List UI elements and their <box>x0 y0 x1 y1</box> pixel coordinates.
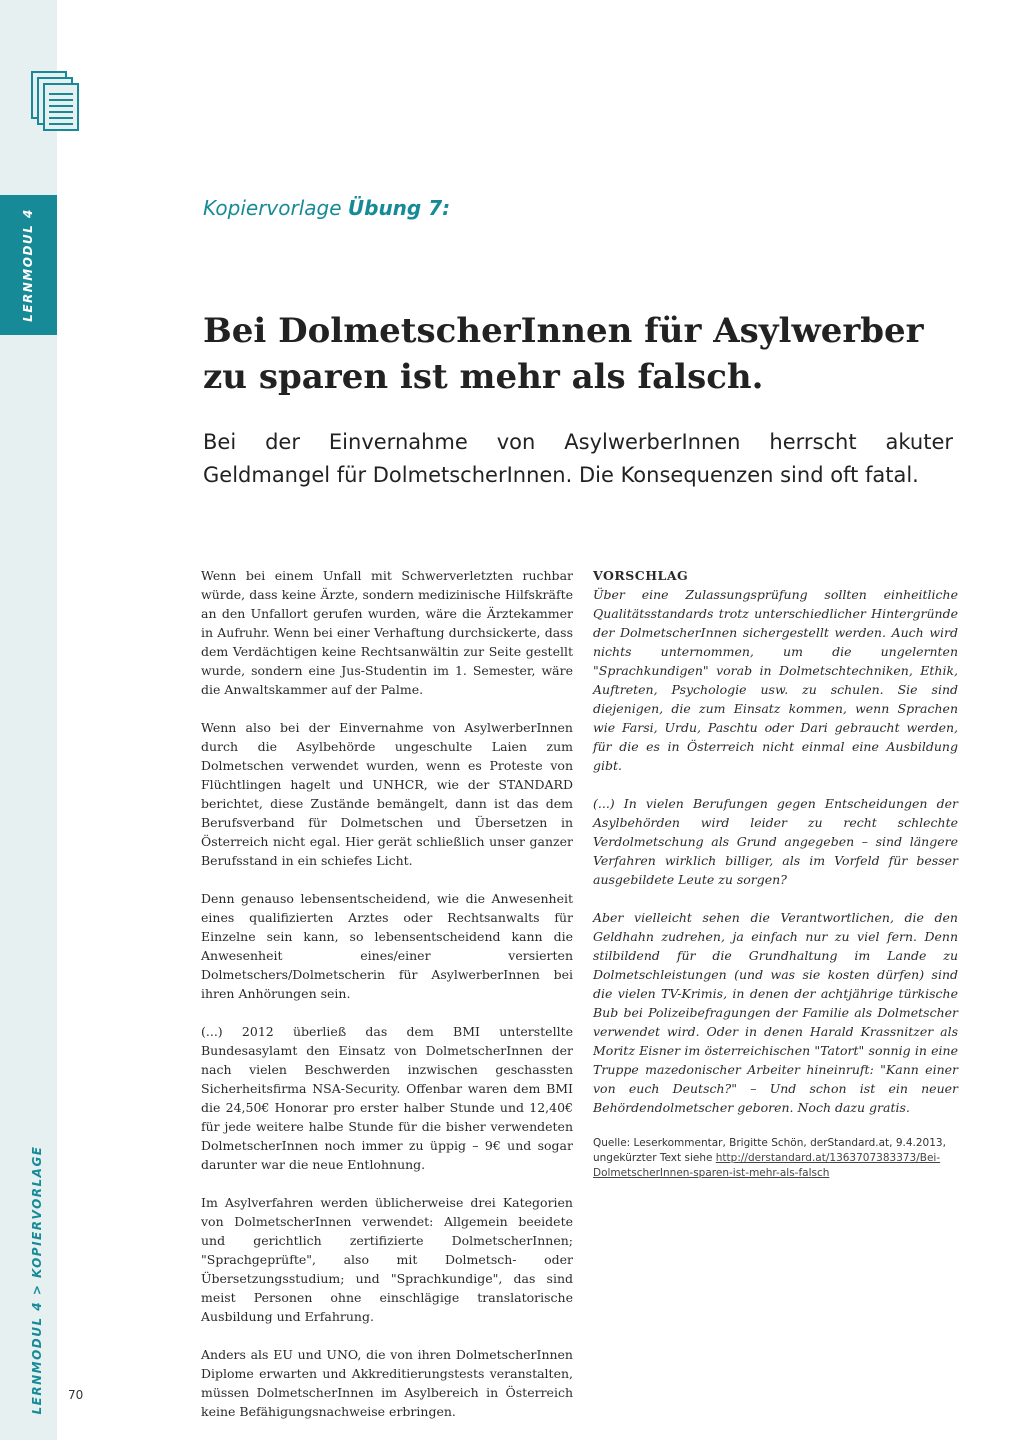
kicker-prefix: Kopiervorlage <box>203 196 348 220</box>
body-paragraph: Im Asylverfahren werden üblicherweise drei Kategorien von DolmetscherInnen verwendet: Allgemein beeidete und gerichtlich zertifizierte DolmetscherInnen; "Sprachgeprüfte", also mit Dolmetsch- oder Übersetzungsstudium; und "Sprachkundige", das sind meist Personen ohne einschlägige translatorische Ausbildung und Erfahrung. <box>201 1195 573 1324</box>
source-text: Quelle: Leserkommentar, Brigitte Schön, derStandard.at, 9.4.2013, ungekürzter Text siehe <box>593 1137 946 1164</box>
source-citation <box>593 1136 958 1181</box>
proposal-paragraph: Aber vielleicht sehen die Verantwortlichen, die den Geldhahn zudrehen, ja einfach nur zu viel fern. Denn stilbildend für die Grundhaltung im Lande zu Dolmetschleistungen (und was sie kosten dürfen) sind die vielen TV-Krimis, in denen der achtjährige türkische Bub bei Polizeibefragungen der Familie als Dolmetscher verwendet wird. Oder in denen Harald Krassnitzer als Moritz Eisner im österreichischen "Tatort" sonnig in eine Truppe mazedonischer Arbeiter hineinruft: "Kann einer von euch Deutsch?" – Und schon ist ein neuer Behördendolmetscher geboren. Noch dazu gratis. <box>593 910 958 1115</box>
subheadline: Bei der Einvernahme von AsylwerberInnen herrscht akuter Geldmangel für DolmetscherInnen. Die Konsequenzen sind oft fatal. <box>203 430 953 487</box>
sidebar <box>0 0 57 1440</box>
footer-module-label: LERNMODUL 4 > KOPIERVORLAGE <box>30 1145 44 1415</box>
proposal-paragraph: (...) In vielen Berufungen gegen Entscheidungen der Asylbehörden wird leider zu recht schlechte Verdolmetschung als Grund angegeben – sind längere Verfahren wirklich billiger, als im Vorfeld für besser ausgebildete Leute zu sorgen? <box>593 796 958 887</box>
headline <box>203 308 943 400</box>
documents-icon <box>30 70 86 140</box>
proposal-paragraph: Über eine Zulassungsprüfung sollten einheitliche Qualitätsstandards trotz unterschiedlicher Hintergründe der DolmetscherInnen sichergestellt werden. Auch wird nichts unternommen, um die ungelernten "Sprachkundigen" vorab in Dolmetschtechniken, Ethik, Auftreten, Psychologie usw. zu schulen. Sie sind diejenigen, die zum Einsatz kommen, wenn Sprachen wie Farsi, Urdu, Paschtu oder Dari gebraucht werden, für die es in Österreich nicht einmal eine Ausbildung gibt. <box>593 587 958 773</box>
left-column <box>201 566 573 1440</box>
headline-line-2: zu sparen ist mehr als falsch. <box>203 357 764 397</box>
exercise-kicker <box>203 196 450 220</box>
module-tab-label: LERNMODUL 4 <box>21 208 35 322</box>
kicker-exercise: Übung 7: <box>347 196 451 220</box>
body-paragraph: Denn genauso lebensentscheidend, wie die Anwesenheit eines qualifizierten Arztes oder Rechtsanwalts für Einzelne sein kann, so lebensentscheidend kann die Anwesenheit eines/einer versierten Dolmetschers/Dolmetscherin für AsylwerberInnen bei ihren Anhörungen sein. <box>201 891 573 1001</box>
headline-line-1: Bei DolmetscherInnen für Asylwerber <box>203 311 924 351</box>
body-paragraph: Anders als EU und UNO, die von ihren DolmetscherInnen Diplome erwarten und Akkreditierungstests veranstalten, müssen DolmetscherInnen im Asylbereich in Österreich keine Befähigungsnachweise erbringen. <box>201 1347 573 1419</box>
body-paragraph: Wenn also bei der Einvernahme von AsylwerberInnen durch die Asylbehörde ungeschulte Laien zum Dolmetschen verwendet wurden, wenn es Proteste von Flüchtlingen hagelt und UNHCR, wie der STANDARD berichtet, diese Zustände bemängelt, dann ist das dem Berufsverband für Dolmetschen und Übersetzen in Österreich nicht egal. Hier gerät schließlich unser ganzer Berufsstand in ein schiefes Licht. <box>201 720 573 868</box>
body-paragraph: (...) 2012 überließ das dem BMI unterstellte Bundesasylamt den Einsatz von DolmetscherInnen der nach vielen Beschwerden inzwischen geschassten Sicherheitsfirma NSA-Security. Offenbar waren dem BMI die 24,50€ Honorar pro erster halber Stunde und 12,40€ für jede weitere halbe Stunde für die bisher verwendeten DolmetscherInnen noch immer zu üppig – 9€ und sogar darunter war die neue Entlohnung. <box>201 1024 573 1172</box>
source-link[interactable]: http://derstandard.at/1363707383373/Bei-DolmetscherInnen-sparen-ist-mehr-als-falsch <box>593 1152 941 1179</box>
right-column <box>593 566 958 1181</box>
page-number: 70 <box>68 1388 84 1402</box>
section-heading: VORSCHLAG <box>593 568 689 583</box>
body-paragraph: Wenn bei einem Unfall mit Schwerverletzten ruchbar würde, dass keine Ärzte, sondern medizinische Hilfskräfte an den Unfallort gerufen wurden, wäre die Ärztekammer in Aufruhr. Wenn bei einer Verhaftung durchsickerte, dass dem Verdächtigen keine Rechtsanwältin zur Seite gestellt wurde, sondern eine Jus-Studentin im 1. Semester, wäre die Anwaltskammer auf der Palme. <box>201 568 573 697</box>
